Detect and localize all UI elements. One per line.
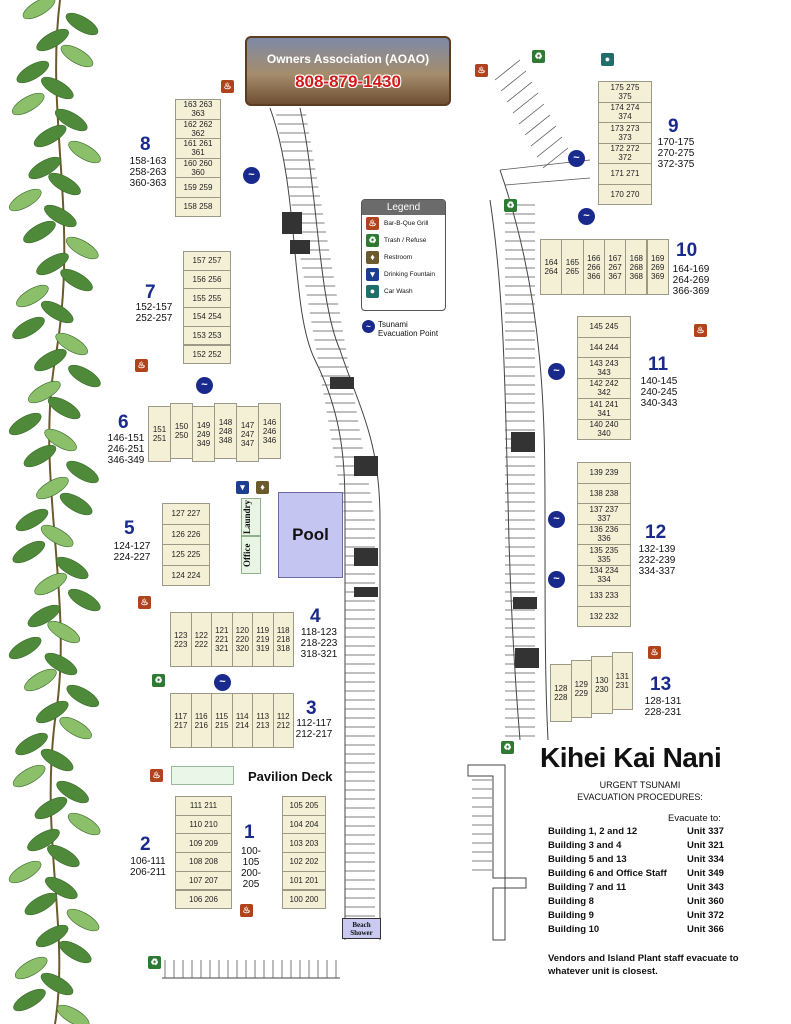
evacuation-unit: Unit 366 <box>687 924 724 935</box>
drinking-fountain-icon: ▾ <box>236 481 249 494</box>
evacuation-buildings: Building 7 and 11 <box>548 882 627 893</box>
parking-stripe <box>519 104 544 124</box>
unit-cell-b12: 135 235 335 <box>577 544 631 566</box>
unit-cell-b8: 161 261 361 <box>175 138 221 159</box>
unit-cell-b6: 151 251 <box>148 406 171 462</box>
parking-stripe <box>513 93 538 113</box>
unit-cell-b12: 133 233 <box>577 585 631 607</box>
evacuation-unit: Unit 360 <box>687 896 724 907</box>
bbq-grill-icon: ♨ <box>150 769 163 782</box>
building-unit-ranges-4: 118-123 218-223 318-321 <box>300 627 338 660</box>
evacuation-row <box>548 868 738 882</box>
building-unit-ranges-11: 140-145 240-245 340-343 <box>640 376 678 409</box>
pavilion-deck-area <box>171 766 234 785</box>
parking-stripe <box>537 137 562 157</box>
unit-cell-b2: 110 210 <box>175 815 232 835</box>
unit-cell-b11: 140 240 340 <box>577 419 631 441</box>
recycle-icon: ♻ <box>148 956 161 969</box>
unit-cell-b5: 127 227 <box>162 503 210 525</box>
legend-item-restroom: Restroom <box>384 254 413 261</box>
unit-cell-b2: 107 207 <box>175 871 232 891</box>
parking-stripe <box>495 60 520 80</box>
building-unit-ranges-8: 158-163 258-263 360-363 <box>129 156 167 189</box>
unit-cell-b11: 142 242 342 <box>577 378 631 400</box>
unit-cell-b6: 147 247 347 <box>236 406 259 462</box>
building-unit-ranges-13: 128-131 228-231 <box>644 696 682 718</box>
tsunami-evacuation-point-icon: ~ <box>548 511 565 528</box>
unit-cell-b12: 138 238 <box>577 483 631 505</box>
association-name: Owners Association (AOAO) <box>266 52 430 66</box>
bbq-grill-icon: ♨ <box>366 217 379 230</box>
evacuation-row <box>548 896 738 910</box>
association-phone: 808-879-1430 <box>295 72 401 91</box>
bbq-grill-icon: ♨ <box>138 596 151 609</box>
building-unit-ranges-6: 146-151 246-251 346-349 <box>107 433 145 466</box>
road-area <box>468 765 526 945</box>
tsunami-evacuation-point-icon: ~ <box>548 571 565 588</box>
unit-cell-b5: 125 225 <box>162 544 210 566</box>
legend-box <box>361 199 446 311</box>
unit-cell-b13: 131 231 <box>612 652 634 710</box>
unit-cell-b4: 122 222 <box>191 612 213 667</box>
evacuation-table <box>548 826 738 938</box>
unit-cell-b11: 144 244 <box>577 337 631 359</box>
shower-line1: Beach <box>352 921 371 929</box>
unit-cell-b9: 173 273 373 <box>598 122 652 144</box>
evacuation-row <box>548 924 738 938</box>
evacuation-row <box>548 854 738 868</box>
parking-stripe <box>507 82 532 102</box>
tsunami-evacuation-point-icon: ~ <box>548 363 565 380</box>
unit-cell-b2: 109 209 <box>175 833 232 853</box>
subtitle-line2: EVACUATION PROCEDURES: <box>577 792 703 802</box>
legend-item-carwash: Car Wash <box>384 288 413 295</box>
tsunami-key <box>362 320 438 338</box>
building-number-2: 2 <box>140 834 151 855</box>
unit-cell-b4: 118 218 318 <box>273 612 295 667</box>
parking-stripe <box>525 115 550 135</box>
drinking-fountain-icon: ▾ <box>366 268 379 281</box>
restroom-icon: ♦ <box>366 251 379 264</box>
unit-cell-b4: 123 223 <box>170 612 192 667</box>
unit-cell-b10: 168 268 368 <box>625 239 647 295</box>
laundry-room: Laundry <box>241 498 261 536</box>
unit-cell-b4: 120 220 320 <box>232 612 254 667</box>
tsunami-evacuation-point-icon: ~ <box>214 674 231 691</box>
restroom-icon: ♦ <box>256 481 269 494</box>
evacuate-to-header: Evacuate to: <box>668 813 721 824</box>
unit-cell-b13: 129 229 <box>571 660 593 718</box>
unit-cell-b3: 113 213 <box>252 693 274 748</box>
building-unit-ranges-10: 164-169 264-269 366-369 <box>672 264 710 297</box>
unit-cell-b7: 154 254 <box>183 307 231 327</box>
recycle-icon: ♻ <box>501 741 514 754</box>
building-unit-ranges-12: 132-139 232-239 334-337 <box>638 544 676 577</box>
unit-cell-b3: 114 214 <box>232 693 254 748</box>
building-number-5: 5 <box>124 518 135 539</box>
legend-item-fountain: Drinking Fountain <box>384 271 435 278</box>
unit-cell-b7: 153 253 <box>183 326 231 346</box>
unit-cell-b10: 165 265 <box>561 239 583 295</box>
unit-cell-b4: 121 221 321 <box>211 612 233 667</box>
unit-cell-b3: 115 215 <box>211 693 233 748</box>
owners-association-banner <box>245 36 451 106</box>
crosswalk <box>354 548 378 566</box>
evacuation-unit: Unit 321 <box>687 840 724 851</box>
unit-cell-b1: 101 201 <box>282 871 326 891</box>
crosswalk <box>282 212 302 234</box>
unit-cell-b8: 159 259 <box>175 177 221 198</box>
unit-cell-b1: 105 205 <box>282 796 326 816</box>
evacuation-buildings: Building 6 and Office Staff <box>548 868 667 879</box>
bbq-grill-icon: ♨ <box>694 324 707 337</box>
evacuation-row <box>548 882 738 896</box>
building-number-11: 11 <box>648 354 669 375</box>
bbq-grill-icon: ♨ <box>648 646 661 659</box>
unit-cell-b7: 156 256 <box>183 270 231 290</box>
building-number-3: 3 <box>306 698 317 719</box>
page-title: Kihei Kai Nani <box>540 742 722 773</box>
unit-cell-b5: 124 224 <box>162 565 210 587</box>
crosswalk <box>515 648 539 668</box>
pavilion-deck-label: Pavilion Deck <box>248 769 333 784</box>
crosswalk <box>330 377 354 389</box>
building-unit-ranges-7: 152-157 252-257 <box>135 302 173 324</box>
unit-cell-b10: 164 264 <box>540 239 562 295</box>
bbq-grill-icon: ♨ <box>240 904 253 917</box>
building-unit-ranges-2: 106-111 206-211 <box>130 856 166 878</box>
evacuation-buildings: Building 3 and 4 <box>548 840 622 851</box>
unit-cell-b6: 146 246 346 <box>258 403 281 459</box>
evacuation-unit: Unit 337 <box>687 826 724 837</box>
tsunami-evacuation-point-icon: ~ <box>243 167 260 184</box>
tsunami-evacuation-point-icon: ~ <box>568 150 585 167</box>
staff-note: Vendors and Island Plant staff evacuate to whatever unit is closest. <box>548 953 739 977</box>
unit-cell-b12: 132 232 <box>577 606 631 628</box>
building-number-6: 6 <box>118 412 129 433</box>
unit-cell-b7: 157 257 <box>183 251 231 271</box>
crosswalk <box>354 456 378 476</box>
building-number-9: 9 <box>668 116 679 137</box>
building-number-10: 10 <box>676 240 698 261</box>
unit-cell-b10: 169 269 369 <box>647 239 669 295</box>
bbq-grill-icon: ♨ <box>135 359 148 372</box>
evacuation-row <box>548 826 738 840</box>
building-unit-ranges-1: 100-105 200-205 <box>240 846 261 890</box>
recycle-icon: ♻ <box>504 199 517 212</box>
unit-cell-b1: 102 202 <box>282 852 326 872</box>
car-wash-icon: ● <box>366 285 379 298</box>
evacuation-unit: Unit 343 <box>687 882 724 893</box>
tsunami-wave-icon: ~ <box>362 320 375 333</box>
unit-cell-b6: 150 250 <box>170 403 193 459</box>
building-number-8: 8 <box>140 134 151 155</box>
recycle-icon: ♻ <box>366 234 379 247</box>
unit-cell-b12: 137 237 337 <box>577 503 631 525</box>
tsunami-evacuation-point-icon: ~ <box>578 208 595 225</box>
evacuation-row <box>548 840 738 854</box>
unit-cell-b12: 139 239 <box>577 462 631 484</box>
unit-cell-b7: 152 252 <box>183 345 231 365</box>
evacuation-unit: Unit 349 <box>687 868 724 879</box>
unit-cell-b11: 145 245 <box>577 316 631 338</box>
recycle-icon: ♻ <box>152 674 165 687</box>
unit-cell-b9: 170 270 <box>598 184 652 206</box>
evacuation-buildings: Building 8 <box>548 896 594 907</box>
unit-cell-b12: 134 234 334 <box>577 565 631 587</box>
evacuation-buildings: Building 1, 2 and 12 <box>548 826 638 837</box>
unit-cell-b2: 108 208 <box>175 852 232 872</box>
evacuation-row <box>548 910 738 924</box>
legend-item-trash: Trash / Refuse <box>384 237 427 244</box>
unit-cell-b2: 111 211 <box>175 796 232 816</box>
beach-shower <box>342 918 381 939</box>
shower-line2: Shower <box>350 929 373 937</box>
subtitle-line1: URGENT TSUNAMI <box>599 780 681 790</box>
legend-title: Legend <box>362 200 445 215</box>
unit-cell-b2: 106 206 <box>175 890 232 910</box>
unit-cell-b4: 119 219 319 <box>252 612 274 667</box>
crosswalk <box>354 587 378 597</box>
evacuation-buildings: Building 5 and 13 <box>548 854 627 865</box>
bbq-grill-icon: ♨ <box>475 64 488 77</box>
crosswalk <box>511 432 535 452</box>
unit-cell-b9: 174 274 374 <box>598 102 652 124</box>
unit-cell-b10: 166 266 366 <box>583 239 605 295</box>
building-number-13: 13 <box>650 674 672 695</box>
legend-item-bbq: Bar-B-Que Grill <box>384 220 429 227</box>
unit-cell-b11: 143 243 343 <box>577 357 631 379</box>
building-number-12: 12 <box>645 522 667 543</box>
crosswalk <box>513 597 537 609</box>
car-wash-icon: ● <box>601 53 614 66</box>
road-edge <box>468 765 526 940</box>
evacuation-buildings: Building 10 <box>548 924 600 935</box>
evacuation-unit: Unit 334 <box>687 854 724 865</box>
unit-cell-b3: 116 216 <box>191 693 213 748</box>
building-unit-ranges-5: 124-127 224-227 <box>113 541 151 563</box>
unit-cell-b12: 136 236 336 <box>577 524 631 546</box>
unit-cell-b13: 128 228 <box>550 664 572 722</box>
unit-cell-b11: 141 241 341 <box>577 398 631 420</box>
unit-cell-b8: 160 260 360 <box>175 158 221 179</box>
tsunami-key-line2: Evacuation Point <box>378 329 439 338</box>
tsunami-key-line1: Tsunami <box>378 320 408 329</box>
unit-cell-b6: 148 248 348 <box>214 403 237 459</box>
unit-cell-b6: 149 249 349 <box>192 406 215 462</box>
building-unit-ranges-3: 112-117 212-217 <box>295 718 333 740</box>
unit-cell-b8: 162 262 362 <box>175 119 221 140</box>
unit-cell-b8: 163 263 363 <box>175 99 221 120</box>
evacuation-unit: Unit 372 <box>687 910 724 921</box>
unit-cell-b8: 158 258 <box>175 197 221 218</box>
unit-cell-b13: 130 230 <box>591 656 613 714</box>
parking-stripe <box>501 71 526 91</box>
parking-stripe <box>531 126 556 146</box>
building-number-7: 7 <box>145 282 156 303</box>
building-number-4: 4 <box>310 606 321 627</box>
bbq-grill-icon: ♨ <box>221 80 234 93</box>
unit-cell-b1: 100 200 <box>282 890 326 910</box>
unit-cell-b7: 155 255 <box>183 288 231 308</box>
recycle-icon: ♻ <box>532 50 545 63</box>
pool: Pool <box>278 492 343 578</box>
unit-cell-b10: 167 267 367 <box>604 239 626 295</box>
building-number-1: 1 <box>244 822 255 843</box>
unit-cell-b3: 117 217 <box>170 693 192 748</box>
building-unit-ranges-9: 170-175 270-275 372-375 <box>657 137 695 170</box>
unit-cell-b9: 175 275 375 <box>598 81 652 103</box>
unit-cell-b3: 112 212 <box>273 693 295 748</box>
unit-cell-b9: 171 271 <box>598 163 652 185</box>
tsunami-evacuation-point-icon: ~ <box>196 377 213 394</box>
unit-cell-b1: 103 203 <box>282 833 326 853</box>
unit-cell-b5: 126 226 <box>162 524 210 546</box>
unit-cell-b9: 172 272 372 <box>598 143 652 165</box>
evacuation-buildings: Building 9 <box>548 910 594 921</box>
unit-cell-b1: 104 204 <box>282 815 326 835</box>
office: Office <box>241 536 261 574</box>
crosswalk <box>290 240 310 254</box>
